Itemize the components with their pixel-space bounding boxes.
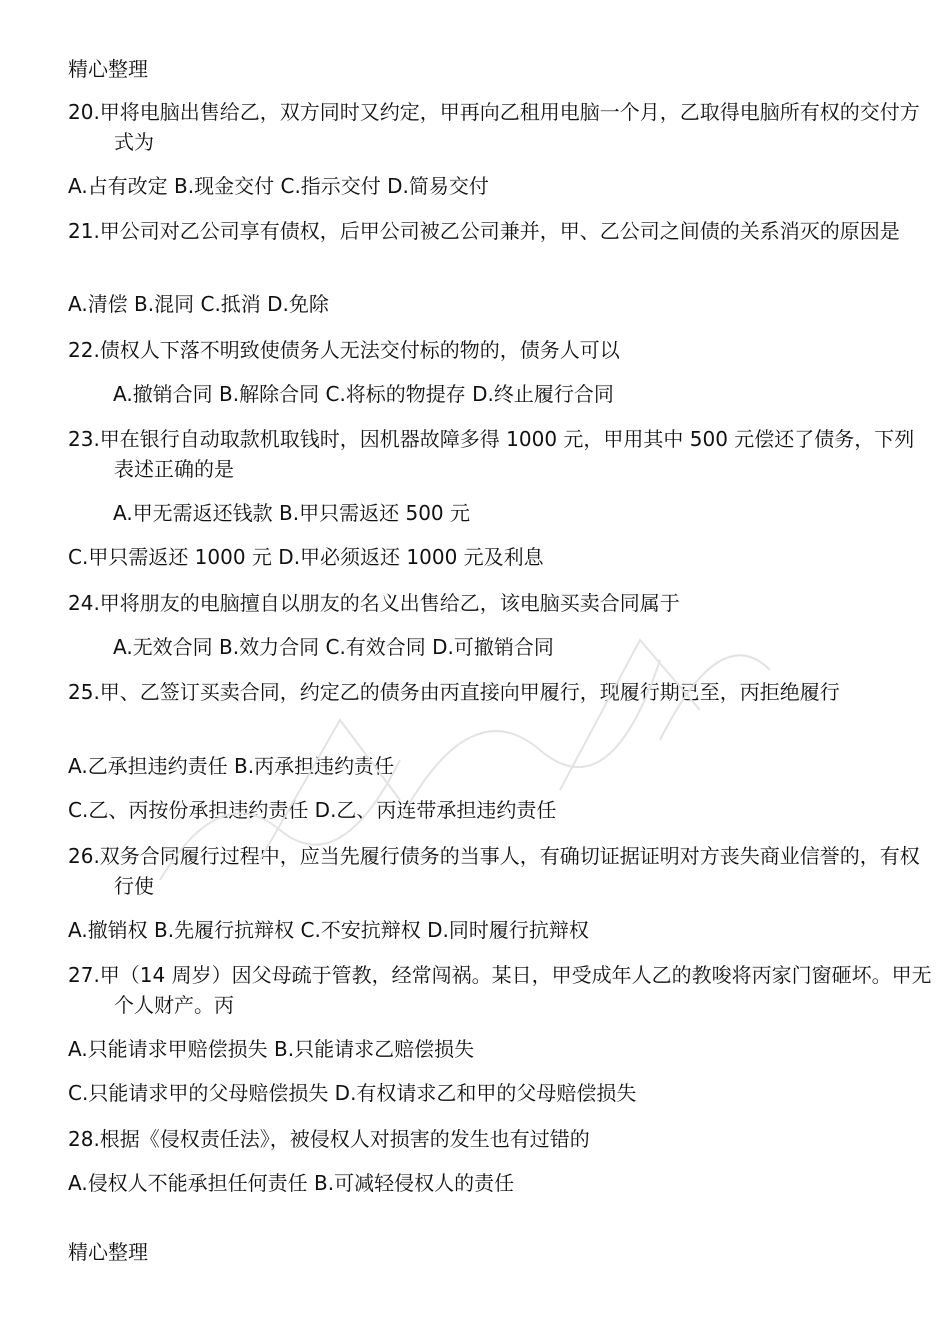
question-24: 24.甲将朋友的电脑擅自以朋友的名义出售给乙，该电脑买卖合同属于 (68, 591, 680, 615)
page-footer: 精心整理 (68, 1240, 148, 1264)
question-22: 22.债权人下落不明致使债务人无法交付标的物的，债务人可以 (68, 338, 620, 362)
question-27-options-ab: A.只能请求甲赔偿损失 B.只能请求乙赔偿损失 (68, 1037, 475, 1061)
question-20-options: A.占有改定 B.现金交付 C.指示交付 D.简易交付 (68, 174, 489, 198)
question-28: 28.根据《侵权责任法》，被侵权人对损害的发生也有过错的 (68, 1127, 590, 1151)
question-27: 27.甲（14 周岁）因父母疏于管教，经常闯祸。某日，甲受成年人乙的教唆将丙家门窗砸坏。甲无个人财产。丙 (68, 963, 932, 1017)
question-26-options: A.撤销权 B.先履行抗辩权 C.不安抗辩权 D.同时履行抗辩权 (68, 918, 589, 942)
question-27-options-cd: C.只能请求甲的父母赔偿损失 D.有权请求乙和甲的父母赔偿损失 (68, 1081, 637, 1105)
question-23-options-ab: A.甲无需返还钱款 B.甲只需返还 500 元 (113, 501, 471, 525)
question-21: 21.甲公司对乙公司享有债权，后甲公司被乙公司兼并，甲、乙公司之间债的关系消灭的原因是 (68, 219, 900, 243)
question-22-options: A.撤销合同 B.解除合同 C.将标的物提存 D.终止履行合同 (113, 382, 614, 406)
question-26: 26.双务合同履行过程中，应当先履行债务的当事人，有确切证据证明对方丧失商业信誉的，有权行使 (68, 844, 920, 898)
page-header: 精心整理 (68, 57, 148, 81)
question-25: 25.甲、乙签订买卖合同，约定乙的债务由丙直接向甲履行，现履行期已至，丙拒绝履行 (68, 680, 840, 704)
question-23: 23.甲在银行自动取款机取钱时，因机器故障多得 1000 元，甲用其中 500 元偿还了债务，下列表述正确的是 (68, 427, 915, 481)
question-24-options: A.无效合同 B.效力合同 C.有效合同 D.可撤销合同 (113, 635, 554, 659)
question-20: 20.甲将电脑出售给乙，双方同时又约定，甲再向乙租用电脑一个月，乙取得电脑所有权的交付方式为 (68, 100, 920, 154)
question-28-options: A.侵权人不能承担任何责任 B.可减轻侵权人的责任 (68, 1171, 515, 1195)
question-21-options: A.清偿 B.混同 C.抵消 D.免除 (68, 292, 329, 316)
question-23-options-cd: C.甲只需返还 1000 元 D.甲必须返还 1000 元及利息 (68, 545, 544, 569)
question-25-options-cd: C.乙、丙按份承担违约责任 D.乙、丙连带承担违约责任 (68, 798, 557, 822)
question-25-options-ab: A.乙承担违约责任 B.丙承担违约责任 (68, 754, 395, 778)
